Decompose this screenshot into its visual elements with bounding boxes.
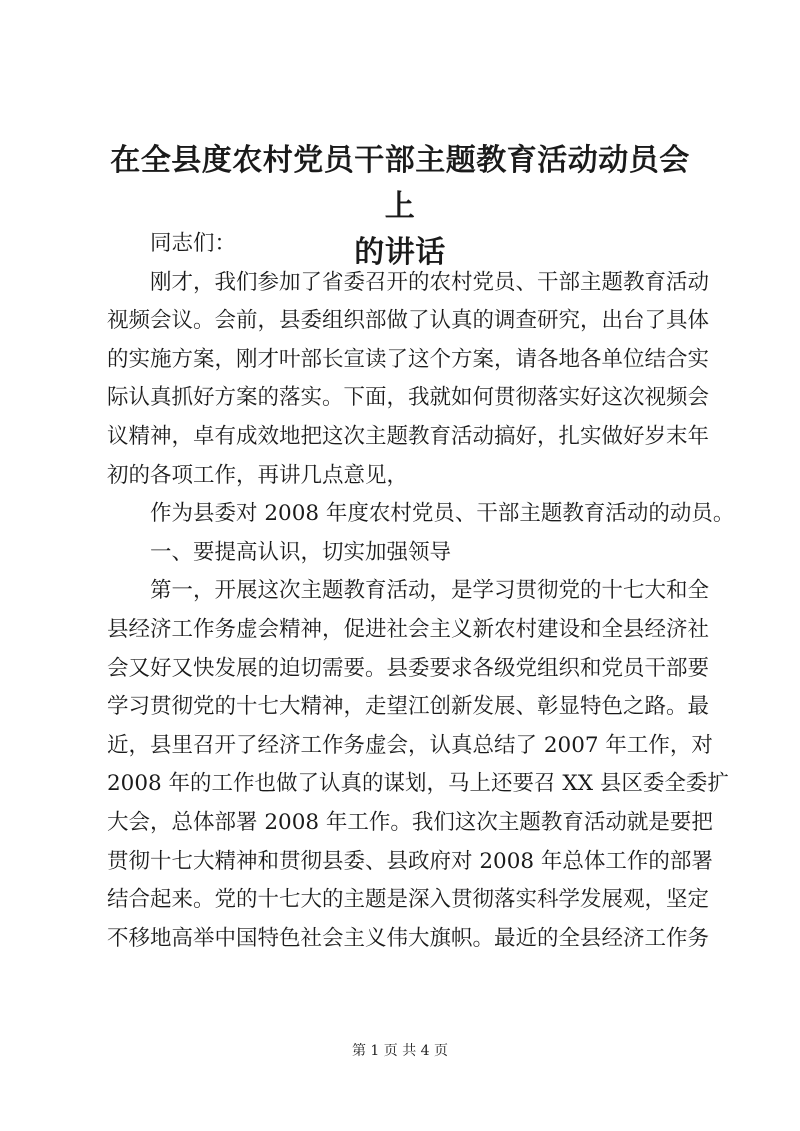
body-line: 同志们： (150, 231, 237, 256)
body-line: 初的各项工作，再讲几点意见， (107, 462, 409, 488)
title-line-1: 在全县度农村党员干部主题教育活动动员会上 (110, 143, 690, 224)
body-line: 刚才，我们参加了省委召开的农村党员、干部主题教育活动 (150, 269, 710, 295)
body-line: 的实施方案，刚才叶部长宣读了这个方案，请各地各单位结合实 (107, 346, 710, 372)
body-line: 学习贯彻党的十七大精神，走望江创新发展、彰显特色之路。最 (107, 694, 710, 720)
title-line-2: 的讲话 (354, 235, 446, 270)
body-line: 一、要提高认识，切实加强领导 (150, 539, 452, 565)
page-footer: 第 1 页 共 4 页 (351, 1043, 449, 1059)
document-body (107, 225, 735, 958)
body-line: 结合起来。党的十七大的主题是深入贯彻落实科学发展观，坚定 (107, 887, 710, 913)
body-line: 议精神，卓有成效地把这次主题教育活动搞好，扎实做好岁末年 (107, 423, 710, 449)
body-line: 际认真抓好方案的落实。下面，我就如何贯彻落实好这次视频会 (107, 385, 710, 411)
body-line: 作为县委对 2008 年度农村党员、干部主题教育活动的动员。 (150, 501, 735, 527)
body-line: 大会，总体部署 2008 年工作。我们这次主题教育活动就是要把 (107, 809, 713, 835)
body-line: 不移地高举中国特色社会主义伟大旗帜。最近的全县经济工作务 (107, 925, 710, 951)
body-line: 贯彻十七大精神和贯彻县委、县政府对 2008 年总体工作的部署 (107, 848, 713, 874)
body-line: 2008 年的工作也做了认真的谋划，马上还要召 XX 县区委全委扩 (107, 771, 729, 797)
body-line: 第一，开展这次主题教育活动，是学习贯彻党的十七大和全 (150, 578, 710, 604)
body-line: 会又好又快发展的迫切需要。县委要求各级党组织和党员干部要 (107, 655, 710, 681)
body-line: 县经济工作务虚会精神，促进社会主义新农村建设和全县经济社 (107, 616, 710, 642)
body-line: 近，县里召开了经济工作务虚会，认真总结了 2007 年工作，对 (107, 732, 713, 758)
body-line: 视频会议。会前，县委组织部做了认真的调查研究，出台了具体 (107, 308, 710, 334)
